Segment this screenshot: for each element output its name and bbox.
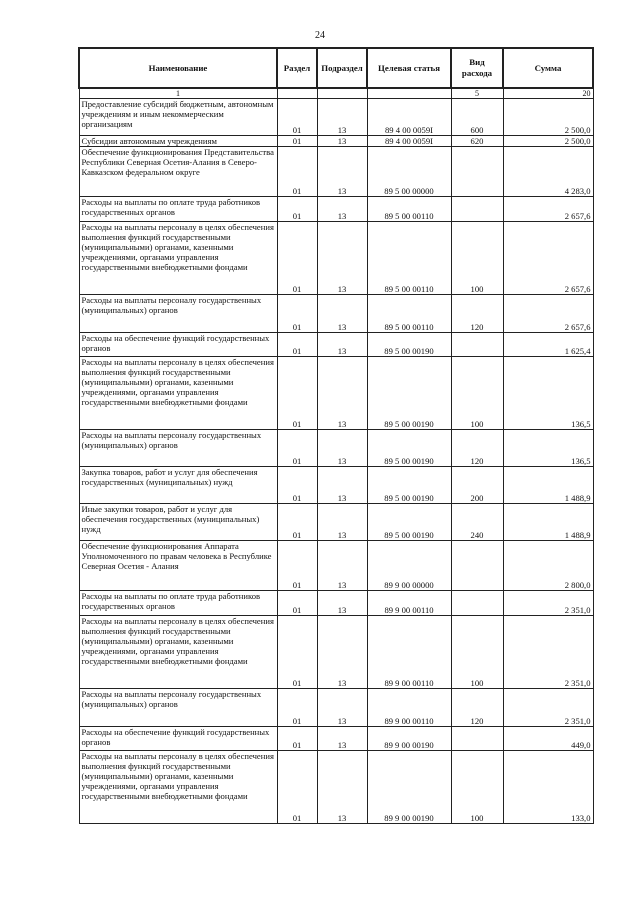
table-row: [79, 541, 593, 591]
row-target: 89 5 00 00190: [367, 467, 451, 504]
header-amount: Сумма: [503, 48, 593, 88]
row-expense-type: [451, 197, 503, 222]
row-amount: 4 283,0: [503, 147, 593, 197]
row-target: 89 5 00 00110: [367, 197, 451, 222]
row-section: 01: [277, 99, 317, 136]
row-expense-type: 200: [451, 467, 503, 504]
row-expense-type: 100: [451, 222, 503, 295]
row-subsection: 13: [317, 467, 367, 504]
row-section: 01: [277, 616, 317, 689]
row-section: 01: [277, 591, 317, 616]
row-expense-type: 100: [451, 616, 503, 689]
row-name: Закупка товаров, работ и услуг для обеспечения государственных (муниципальных) нужд: [79, 467, 277, 504]
row-target: 89 5 00 00190: [367, 333, 451, 357]
row-target: 89 4 00 0059I: [367, 136, 451, 147]
row-expense-type: [451, 147, 503, 197]
table-row: [79, 467, 593, 504]
row-subsection: 13: [317, 222, 367, 295]
row-target: 89 9 00 00110: [367, 591, 451, 616]
row-section: 01: [277, 430, 317, 467]
row-section: 01: [277, 136, 317, 147]
row-expense-type: 600: [451, 99, 503, 136]
row-amount: 2 500,0: [503, 99, 593, 136]
row-target: 89 5 00 00110: [367, 295, 451, 333]
table-row: [79, 430, 593, 467]
row-amount: 136,5: [503, 430, 593, 467]
row-section: 01: [277, 689, 317, 727]
row-section: 01: [277, 504, 317, 541]
table-row: [79, 689, 593, 727]
row-name: Расходы на выплаты по оплате труда работников государственных органов: [79, 591, 277, 616]
row-section: 01: [277, 333, 317, 357]
row-subsection: 13: [317, 541, 367, 591]
table-row: [79, 197, 593, 222]
table-row: [79, 727, 593, 751]
row-subsection: 13: [317, 99, 367, 136]
table-row: [79, 591, 593, 616]
row-target: 89 9 00 00110: [367, 689, 451, 727]
table-row: [79, 136, 593, 147]
row-section: 01: [277, 751, 317, 824]
row-subsection: 13: [317, 727, 367, 751]
row-expense-type: 120: [451, 689, 503, 727]
row-subsection: 13: [317, 591, 367, 616]
table-row: [79, 295, 593, 333]
row-subsection: 13: [317, 197, 367, 222]
row-name: Расходы на выплаты персоналу в целях обеспечения выполнения функций государственными (муниципальными) органами, казенными учреждениями, органами управления государственными внебюджетными фондами: [79, 616, 277, 689]
row-section: 01: [277, 727, 317, 751]
row-subsection: 13: [317, 430, 367, 467]
row-section: 01: [277, 147, 317, 197]
row-section: 01: [277, 197, 317, 222]
row-amount: 1 625,4: [503, 333, 593, 357]
row-name: Обеспечение функционирования Аппарата Уполномоченного по правам человека в Республике Северная Осетия - Алания: [79, 541, 277, 591]
row-subsection: 13: [317, 357, 367, 430]
header-subsection: Подраздел: [317, 48, 367, 88]
row-name: Расходы на выплаты персоналу в целях обеспечения выполнения функций государственными (муниципальными) органами, казенными учреждениями, органами управления государственными внебюджетными фондами: [79, 751, 277, 824]
row-amount: 136,5: [503, 357, 593, 430]
row-section: 01: [277, 357, 317, 430]
row-amount: 1 488,9: [503, 504, 593, 541]
table-row: [79, 616, 593, 689]
row-amount: 133,0: [503, 751, 593, 824]
row-target: 89 5 00 00190: [367, 357, 451, 430]
column-number: [317, 88, 367, 99]
column-number: 1: [79, 88, 277, 99]
column-number: [367, 88, 451, 99]
row-subsection: 13: [317, 136, 367, 147]
row-name: Расходы на выплаты персоналу в целях обеспечения выполнения функций государственными (муниципальными) органами, казенными учреждениями, органами управления государственными внебюджетными фондами: [79, 222, 277, 295]
row-subsection: 13: [317, 295, 367, 333]
row-name: Расходы на обеспечение функций государственных органов: [79, 727, 277, 751]
row-subsection: 13: [317, 333, 367, 357]
row-target: 89 9 00 00190: [367, 727, 451, 751]
row-expense-type: 100: [451, 357, 503, 430]
row-expense-type: 240: [451, 504, 503, 541]
table-row: [79, 99, 593, 136]
header-expense-type: Вид расхода: [451, 48, 503, 88]
row-subsection: 13: [317, 689, 367, 727]
row-amount: 2 800,0: [503, 541, 593, 591]
row-name: Обеспечение функционирования Представительства Республики Северная Осетия-Алания в Северо-Кавказском федеральном округе: [79, 147, 277, 197]
row-section: 01: [277, 467, 317, 504]
row-section: 01: [277, 222, 317, 295]
table-header-row: [79, 48, 593, 88]
row-amount: 2 657,6: [503, 197, 593, 222]
row-target: 89 9 00 00000: [367, 541, 451, 591]
row-name: Расходы на выплаты персоналу государственных (муниципальных) органов: [79, 295, 277, 333]
column-number-row: [79, 88, 593, 99]
header-target: Целевая статья: [367, 48, 451, 88]
row-amount: 2 351,0: [503, 616, 593, 689]
row-subsection: 13: [317, 147, 367, 197]
table-row: [79, 222, 593, 295]
row-name: Предоставление субсидий бюджетным, автономным учреждениям и иным некоммерческим организациям: [79, 99, 277, 136]
row-target: 89 5 00 00190: [367, 430, 451, 467]
row-expense-type: 620: [451, 136, 503, 147]
row-subsection: 13: [317, 616, 367, 689]
table-row: [79, 357, 593, 430]
row-expense-type: [451, 727, 503, 751]
table-row: [79, 504, 593, 541]
table-body: [79, 99, 593, 824]
row-name: Расходы на выплаты по оплате труда работников государственных органов: [79, 197, 277, 222]
row-subsection: 13: [317, 504, 367, 541]
row-expense-type: [451, 541, 503, 591]
row-name: Иные закупки товаров, работ и услуг для обеспечения государственных (муниципальных) нужд: [79, 504, 277, 541]
column-number: 5: [451, 88, 503, 99]
row-amount: 449,0: [503, 727, 593, 751]
budget-table: [78, 47, 594, 824]
row-section: 01: [277, 541, 317, 591]
row-name: Расходы на обеспечение функций государственных органов: [79, 333, 277, 357]
row-target: 89 5 00 00000: [367, 147, 451, 197]
row-target: 89 9 00 00110: [367, 616, 451, 689]
table-row: [79, 147, 593, 197]
table-row: [79, 333, 593, 357]
row-amount: 2 351,0: [503, 689, 593, 727]
row-expense-type: 100: [451, 751, 503, 824]
row-target: 89 4 00 0059I: [367, 99, 451, 136]
row-target: 89 9 00 00190: [367, 751, 451, 824]
row-expense-type: [451, 591, 503, 616]
row-amount: 1 488,9: [503, 467, 593, 504]
row-name: Субсидии автономным учреждениям: [79, 136, 277, 147]
row-amount: 2 657,6: [503, 222, 593, 295]
header-name: Наименование: [79, 48, 277, 88]
row-expense-type: [451, 333, 503, 357]
column-number: 20: [503, 88, 593, 99]
table-row: [79, 751, 593, 824]
row-target: 89 5 00 00110: [367, 222, 451, 295]
row-expense-type: 120: [451, 430, 503, 467]
header-section: Раздел: [277, 48, 317, 88]
row-name: Расходы на выплаты персоналу государственных (муниципальных) органов: [79, 689, 277, 727]
column-number: [277, 88, 317, 99]
row-expense-type: 120: [451, 295, 503, 333]
row-section: 01: [277, 295, 317, 333]
page-number: 24: [315, 30, 325, 41]
row-name: Расходы на выплаты персоналу государственных (муниципальных) органов: [79, 430, 277, 467]
row-subsection: 13: [317, 751, 367, 824]
row-amount: 2 351,0: [503, 591, 593, 616]
row-target: 89 5 00 00190: [367, 504, 451, 541]
row-name: Расходы на выплаты персоналу в целях обеспечения выполнения функций государственными (муниципальными) органами, казенными учреждениями, органами управления государственными внебюджетными фондами: [79, 357, 277, 430]
row-amount: 2 657,6: [503, 295, 593, 333]
row-amount: 2 500,0: [503, 136, 593, 147]
